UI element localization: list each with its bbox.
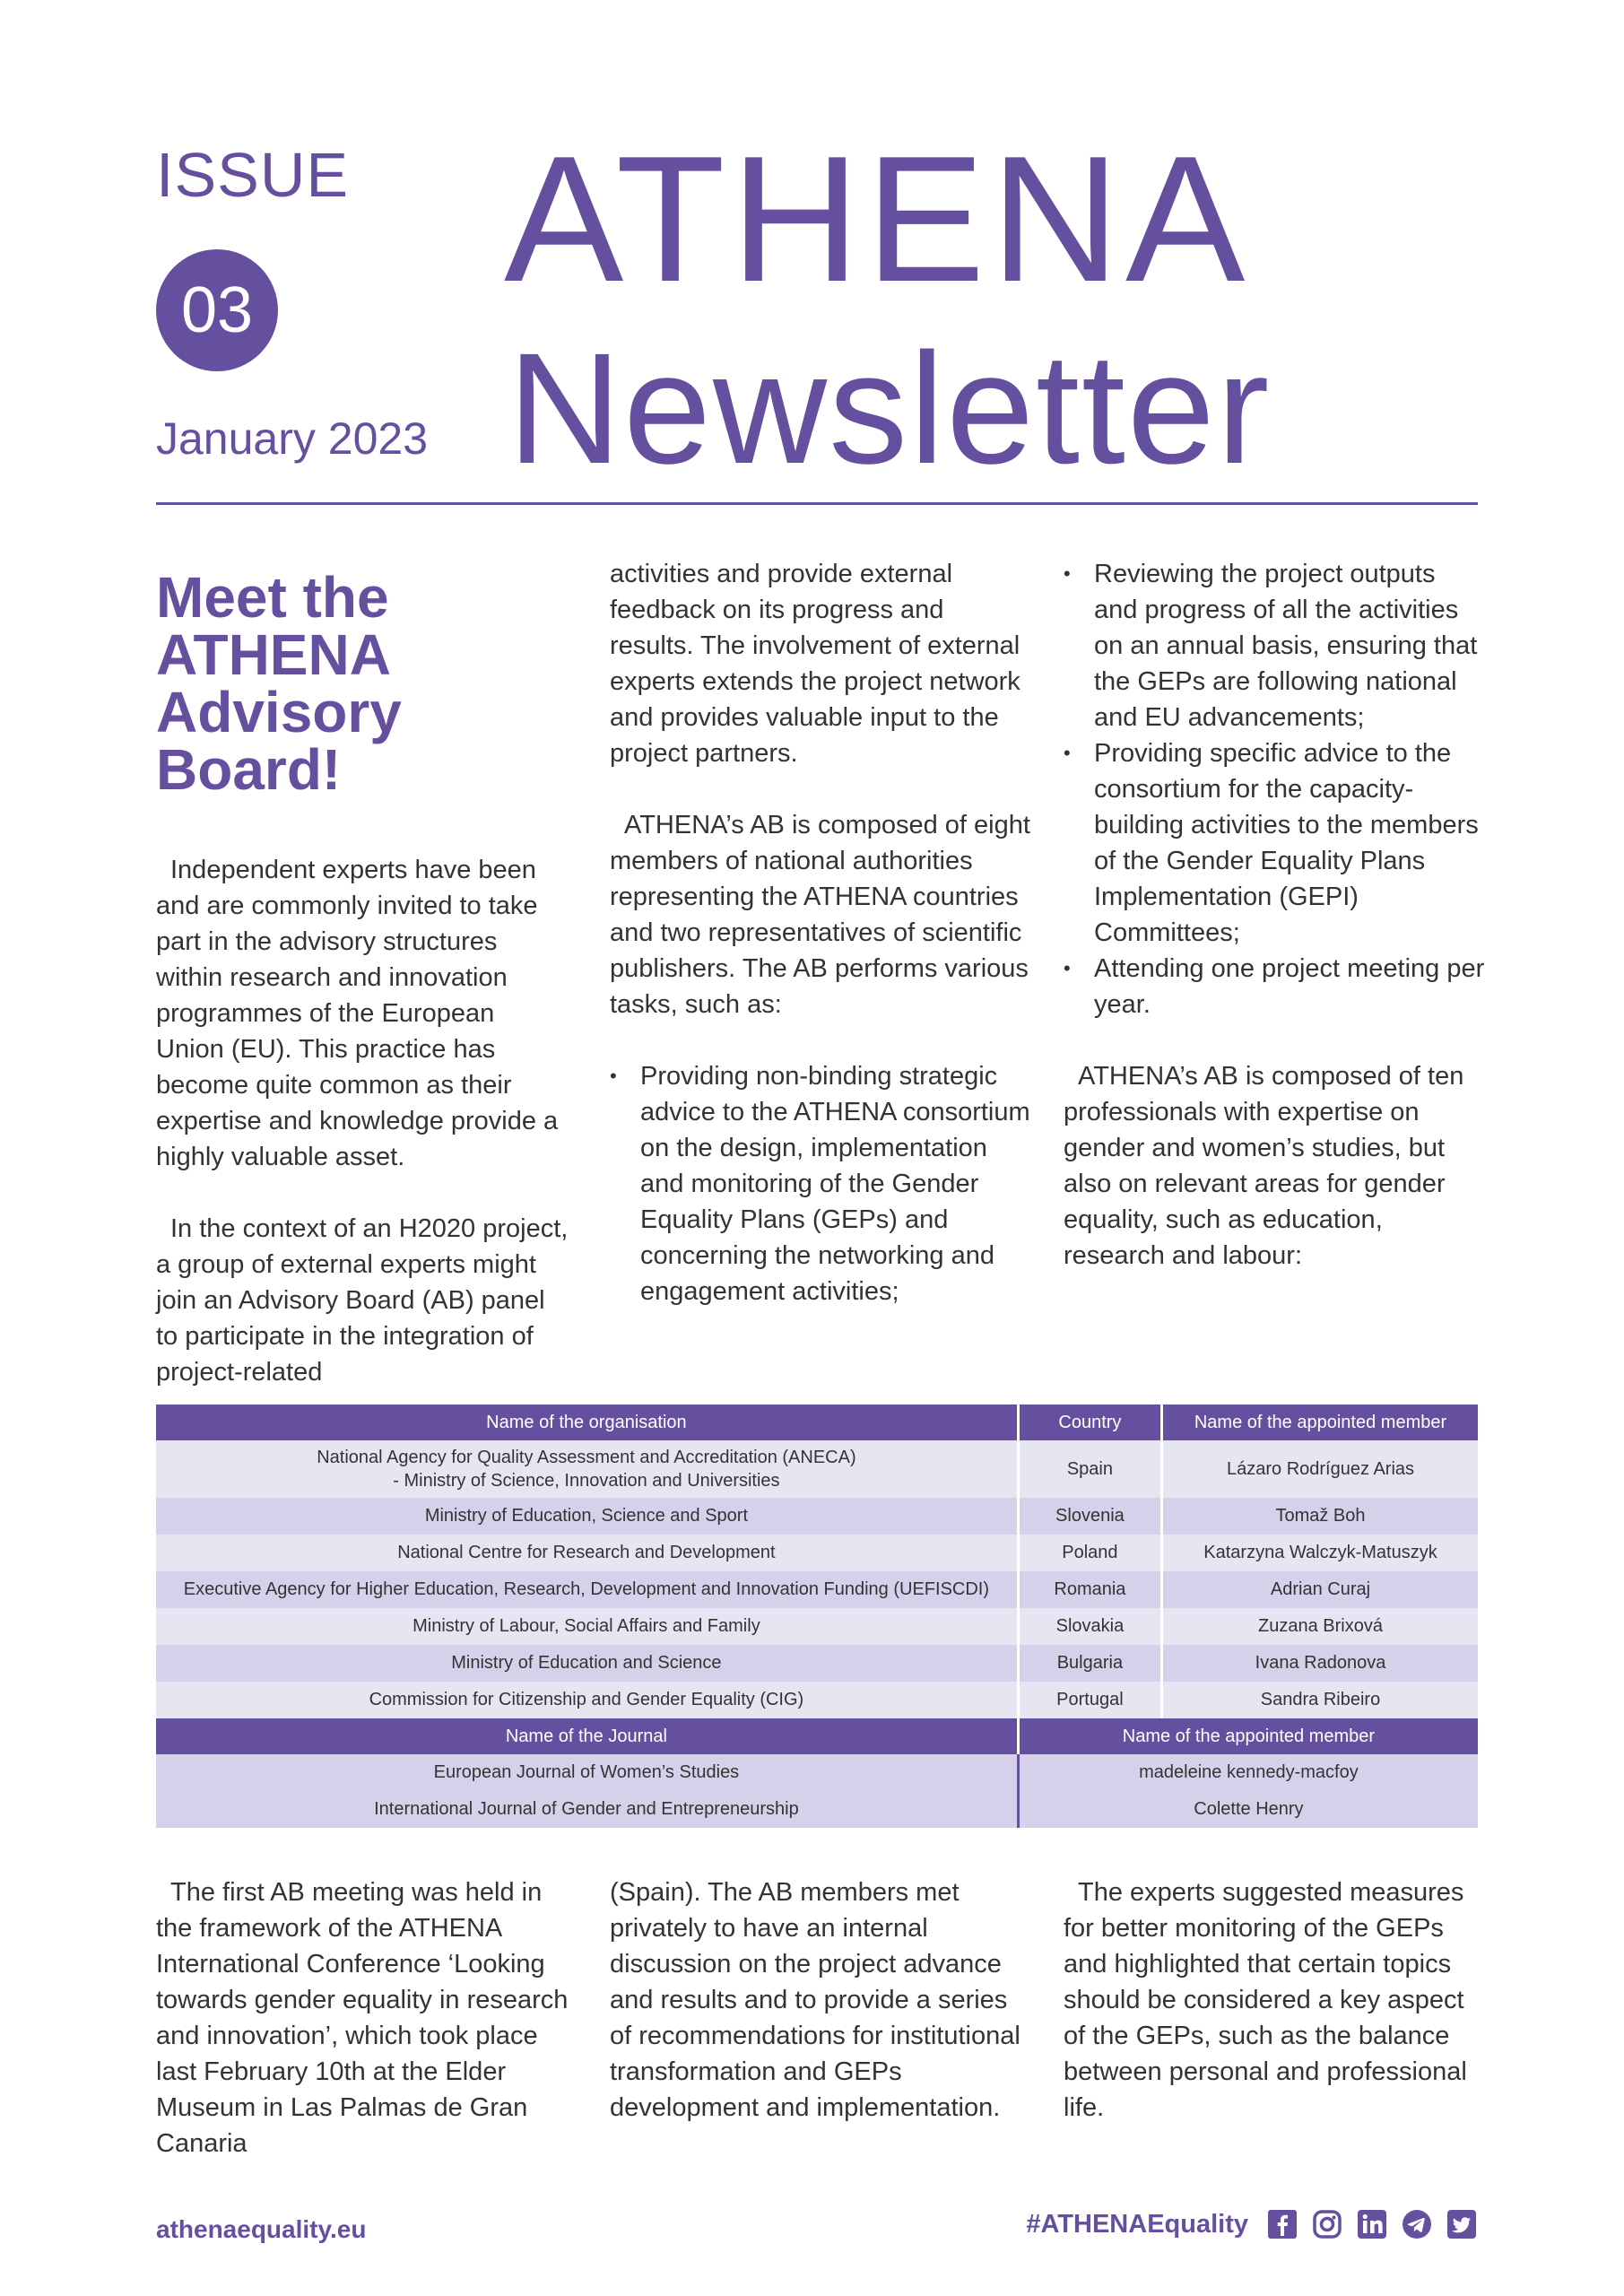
member-cell: Ivana Radonova [1162, 1645, 1478, 1682]
bottom-column-1 [156, 1874, 578, 2197]
instagram-icon[interactable] [1311, 2208, 1343, 2240]
country-cell: Bulgaria [1018, 1645, 1161, 1682]
column-header: Name of the organisation [156, 1405, 1018, 1440]
section-heading: Meet the ATHENA Advisory Board! [156, 565, 402, 802]
column-header: Name of the appointed member [1018, 1718, 1478, 1754]
column-header: Name of the appointed member [1162, 1405, 1478, 1440]
organisation-cell: Ministry of Labour, Social Affairs and Family [156, 1608, 1018, 1645]
country-cell: Romania [1018, 1571, 1161, 1608]
member-cell: Tomaž Boh [1162, 1498, 1478, 1535]
journal-cell: European Journal of Women’s Studies [156, 1754, 1018, 1791]
country-cell: Portugal [1018, 1682, 1161, 1718]
table-header-row [156, 1718, 1478, 1754]
organisation-cell: Ministry of Education and Science [156, 1645, 1018, 1682]
table-row [156, 1791, 1478, 1828]
social-bar [1026, 2208, 1478, 2240]
member-cell: Colette Henry [1018, 1791, 1478, 1828]
table-row [156, 1682, 1478, 1718]
paragraph: activities and provide external feedback on its progress and results. The involvement of external experts extends the project network and provides valuable input to the project partners. [610, 560, 1020, 768]
organisation-cell: Ministry of Education, Science and Sport [156, 1498, 1018, 1535]
paragraph: In the context of an H2020 project, a group of external experts might join an Advisory Board (AB) panel to participate in the integration of project-related [156, 1214, 569, 1387]
organisation-cell: Commission for Citizenship and Gender Equality (CIG) [156, 1682, 1018, 1718]
table-row [156, 1440, 1478, 1498]
paragraph: Independent experts have been and are commonly invited to take part in the advisory structures within research and innovation programmes of the European Union (EU). This practice has become quite common as their expertise and knowledge provide a highly valuable asset. [156, 856, 559, 1171]
list-item: • Providing non-binding strategic advice to the ATHENA consortium on the design, implementation and monitoring of the Gender Equality Plans (GEPs) and concerning the networking and engagement activities; [610, 1058, 1031, 1309]
country-cell: Slovakia [1018, 1608, 1161, 1645]
column-header: Name of the Journal [156, 1718, 1018, 1754]
table-header-row [156, 1405, 1478, 1440]
organisation-name-line: - Ministry of Science, Innovation and Universities [393, 1471, 780, 1491]
linkedin-icon[interactable] [1356, 2208, 1388, 2240]
organisation-name-line: National Agency for Quality Assessment and Accreditation (ANECA) [317, 1448, 856, 1467]
member-cell: Katarzyna Walczyk-Matuszyk [1162, 1535, 1478, 1571]
issue-label: ISSUE [156, 140, 350, 210]
bottom-column-3 [1064, 1874, 1485, 2161]
paragraph: The experts suggested measures for better monitoring of the GEPs and highlighted that certain topics should be considered a key aspect of the GEPs, such as the balance between personal and professional life. [1064, 1878, 1467, 2122]
issue-number-badge: 03 [156, 249, 278, 371]
journal-cell: International Journal of Gender and Entrepreneurship [156, 1791, 1018, 1828]
member-cell: Zuzana Brixová [1162, 1608, 1478, 1645]
facebook-icon[interactable] [1266, 2208, 1298, 2240]
organisation-cell: National Centre for Research and Development [156, 1535, 1018, 1571]
member-cell: Adrian Curaj [1162, 1571, 1478, 1608]
column-header: Country [1018, 1405, 1161, 1440]
advisory-board-table [156, 1405, 1478, 1828]
member-cell: madeleine kennedy-macfoy [1018, 1754, 1478, 1791]
telegram-icon[interactable] [1401, 2208, 1433, 2240]
table-row [156, 1535, 1478, 1571]
paragraph: ATHENA’s AB is composed of ten professionals with expertise on gender and women’s studies, but also on relevant areas for gender equality, such as education, research and labour: [1064, 1062, 1464, 1270]
newsletter-title-line2: Newsletter [508, 321, 1272, 497]
table-row [156, 1754, 1478, 1791]
member-cell: Lázaro Rodríguez Arias [1162, 1440, 1478, 1498]
task-list [610, 1058, 1031, 1309]
list-item: • Attending one project meeting per year. [1064, 951, 1485, 1022]
twitter-icon[interactable] [1446, 2208, 1478, 2240]
table-row [156, 1498, 1478, 1535]
country-cell: Slovenia [1018, 1498, 1161, 1535]
website-link[interactable]: athenaequality.eu [156, 2215, 367, 2243]
hashtag: #ATHENAEquality [1026, 2209, 1248, 2239]
bottom-column-2 [610, 1874, 1031, 2161]
list-item: • Reviewing the project outputs and progress of all the activities on an annual basis, ensuring that the GEPs are following national and EU advancements; [1064, 556, 1485, 735]
organisation-cell [156, 1440, 1018, 1498]
country-cell: Spain [1018, 1440, 1161, 1498]
article-column-2 [610, 556, 1031, 1345]
paragraph: ATHENA’s AB is composed of eight members of national authorities representing the ATHENA countries and two representatives of scientific publishers. The AB performs various tasks, such as: [610, 811, 1030, 1019]
table-row [156, 1608, 1478, 1645]
paragraph: The first AB meeting was held in the framework of the ATHENA International Conference ‘Looking towards gender equality in research and innovation’, which took place last February 10th at the Elder Museum in Las Palmas de Gran Canaria [156, 1878, 569, 2158]
country-cell: Poland [1018, 1535, 1161, 1571]
newsletter-title-line1: ATHENA [504, 119, 1251, 319]
table-row [156, 1645, 1478, 1682]
list-item: • Providing specific advice to the consortium for the capacity-building activities to the members of the Gender Equality Plans Implementation (GEPI) Committees; [1064, 735, 1485, 951]
article-column-1 [156, 556, 569, 1426]
header-divider [156, 502, 1478, 505]
member-cell: Sandra Ribeiro [1162, 1682, 1478, 1718]
issue-date: January 2023 [156, 413, 429, 464]
table-row [156, 1571, 1478, 1608]
task-list [1064, 556, 1485, 1022]
paragraph: (Spain). The AB members met privately to have an internal discussion on the project advance and results and to provide a series of recommendations for institutional transformation and GEPs development and implementation. [610, 1878, 1020, 2122]
article-column-3 [1064, 556, 1485, 1309]
organisation-cell: Executive Agency for Higher Education, Research, Development and Innovation Funding (UEFISCDI) [156, 1571, 1018, 1608]
